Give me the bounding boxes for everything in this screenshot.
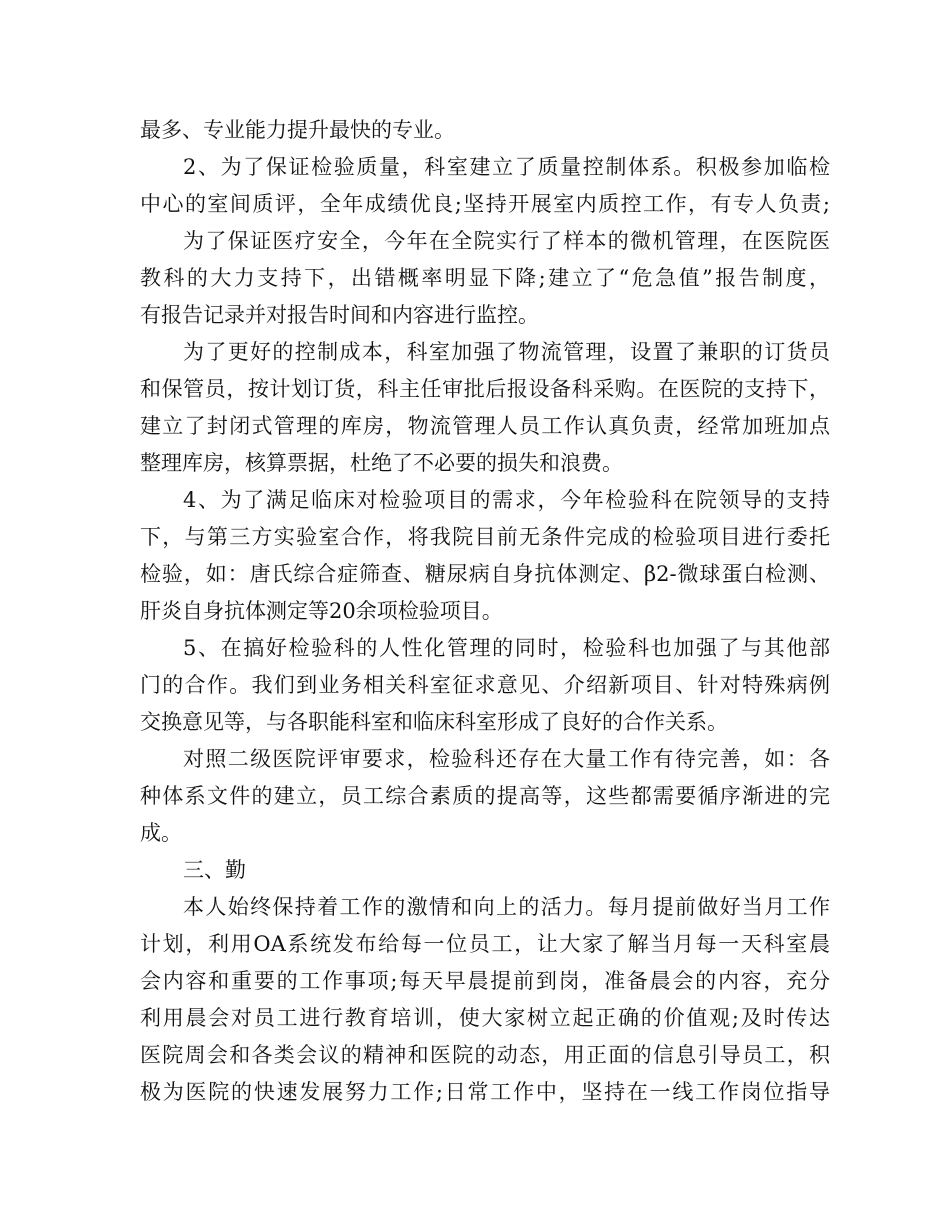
paragraph-start-line: 2、为了保证检验质量，科室建立了质量控制体系。积极参加临检: [183, 155, 830, 179]
text-line: 有报告记录并对报告时间和内容进行监控。: [140, 303, 539, 327]
paragraph-start-line: 4、为了满足临床对检验项目的需求，今年检验科在院领导的支持: [183, 488, 830, 512]
text-line: 种体系文件的建立，员工综合素质的提高等，这些都需要循序渐进的完: [140, 784, 830, 808]
text-line: 极为医院的快速发展努力工作;日常工作中，坚持在一线工作岗位指导: [140, 1080, 830, 1104]
text-line: 下，与第三方实验室合作，将我院目前无条件完成的检验项目进行委托: [140, 525, 830, 549]
text-line: 建立了封闭式管理的库房，物流管理人员工作认真负责，经常加班加点: [140, 414, 830, 438]
text-line: 交换意见等，与各职能科室和临床科室形成了良好的合作关系。: [140, 710, 728, 734]
text-line: 利用晨会对员工进行教育培训，使大家树立起正确的价值观;及时传达: [140, 1006, 830, 1030]
paragraph-start-line: 为了更好的控制成本，科室加强了物流管理，设置了兼职的订货员: [183, 340, 830, 364]
text-line: 成。: [140, 821, 182, 845]
text-line: 会内容和重要的工作事项;每天早晨提前到岗，准备晨会的内容，充分: [140, 969, 830, 993]
text-line: 最多、专业能力提升最快的专业。: [140, 118, 455, 142]
text-line: 肝炎自身抗体测定等20余项检验项目。: [140, 599, 503, 623]
text-line: 教科的大力支持下，出错概率明显下降;建立了“危急值”报告制度，: [140, 266, 830, 290]
text-line: 医院周会和各类会议的精神和医院的动态，用正面的信息引导员工，积: [140, 1043, 830, 1067]
paragraph-start-line: 5、在搞好检验科的人性化管理的同时，检验科也加强了与其他部: [183, 636, 830, 660]
paragraph-start-line: 为了保证医疗安全，今年在全院实行了样本的微机管理，在医院医: [183, 229, 830, 253]
text-line: 门的合作。我们到业务相关科室征求意见、介绍新项目、针对特殊病例: [140, 673, 830, 697]
text-line: 计划，利用OA系统发布给每一位员工，让大家了解当月每一天科室晨: [140, 932, 830, 956]
text-line: 和保管员，按计划订货，科主任审批后报设备科采购。在医院的支持下，: [140, 377, 830, 401]
paragraph-start-line: 本人始终保持着工作的激情和向上的活力。每月提前做好当月工作: [183, 895, 830, 919]
text-line: 检验，如：唐氏综合症筛查、糖尿病自身抗体测定、β2-微球蛋白检测、: [140, 562, 830, 586]
section-heading: 三、勤: [183, 858, 246, 882]
text-line: 中心的室间质评，全年成绩优良;坚持开展室内质控工作，有专人负责;: [140, 192, 830, 216]
document-body: [140, 112, 830, 1111]
paragraph-start-line: 对照二级医院评审要求，检验科还存在大量工作有待完善，如：各: [183, 747, 830, 771]
text-line: 整理库房，核算票据，杜绝了不必要的损失和浪费。: [140, 451, 623, 475]
